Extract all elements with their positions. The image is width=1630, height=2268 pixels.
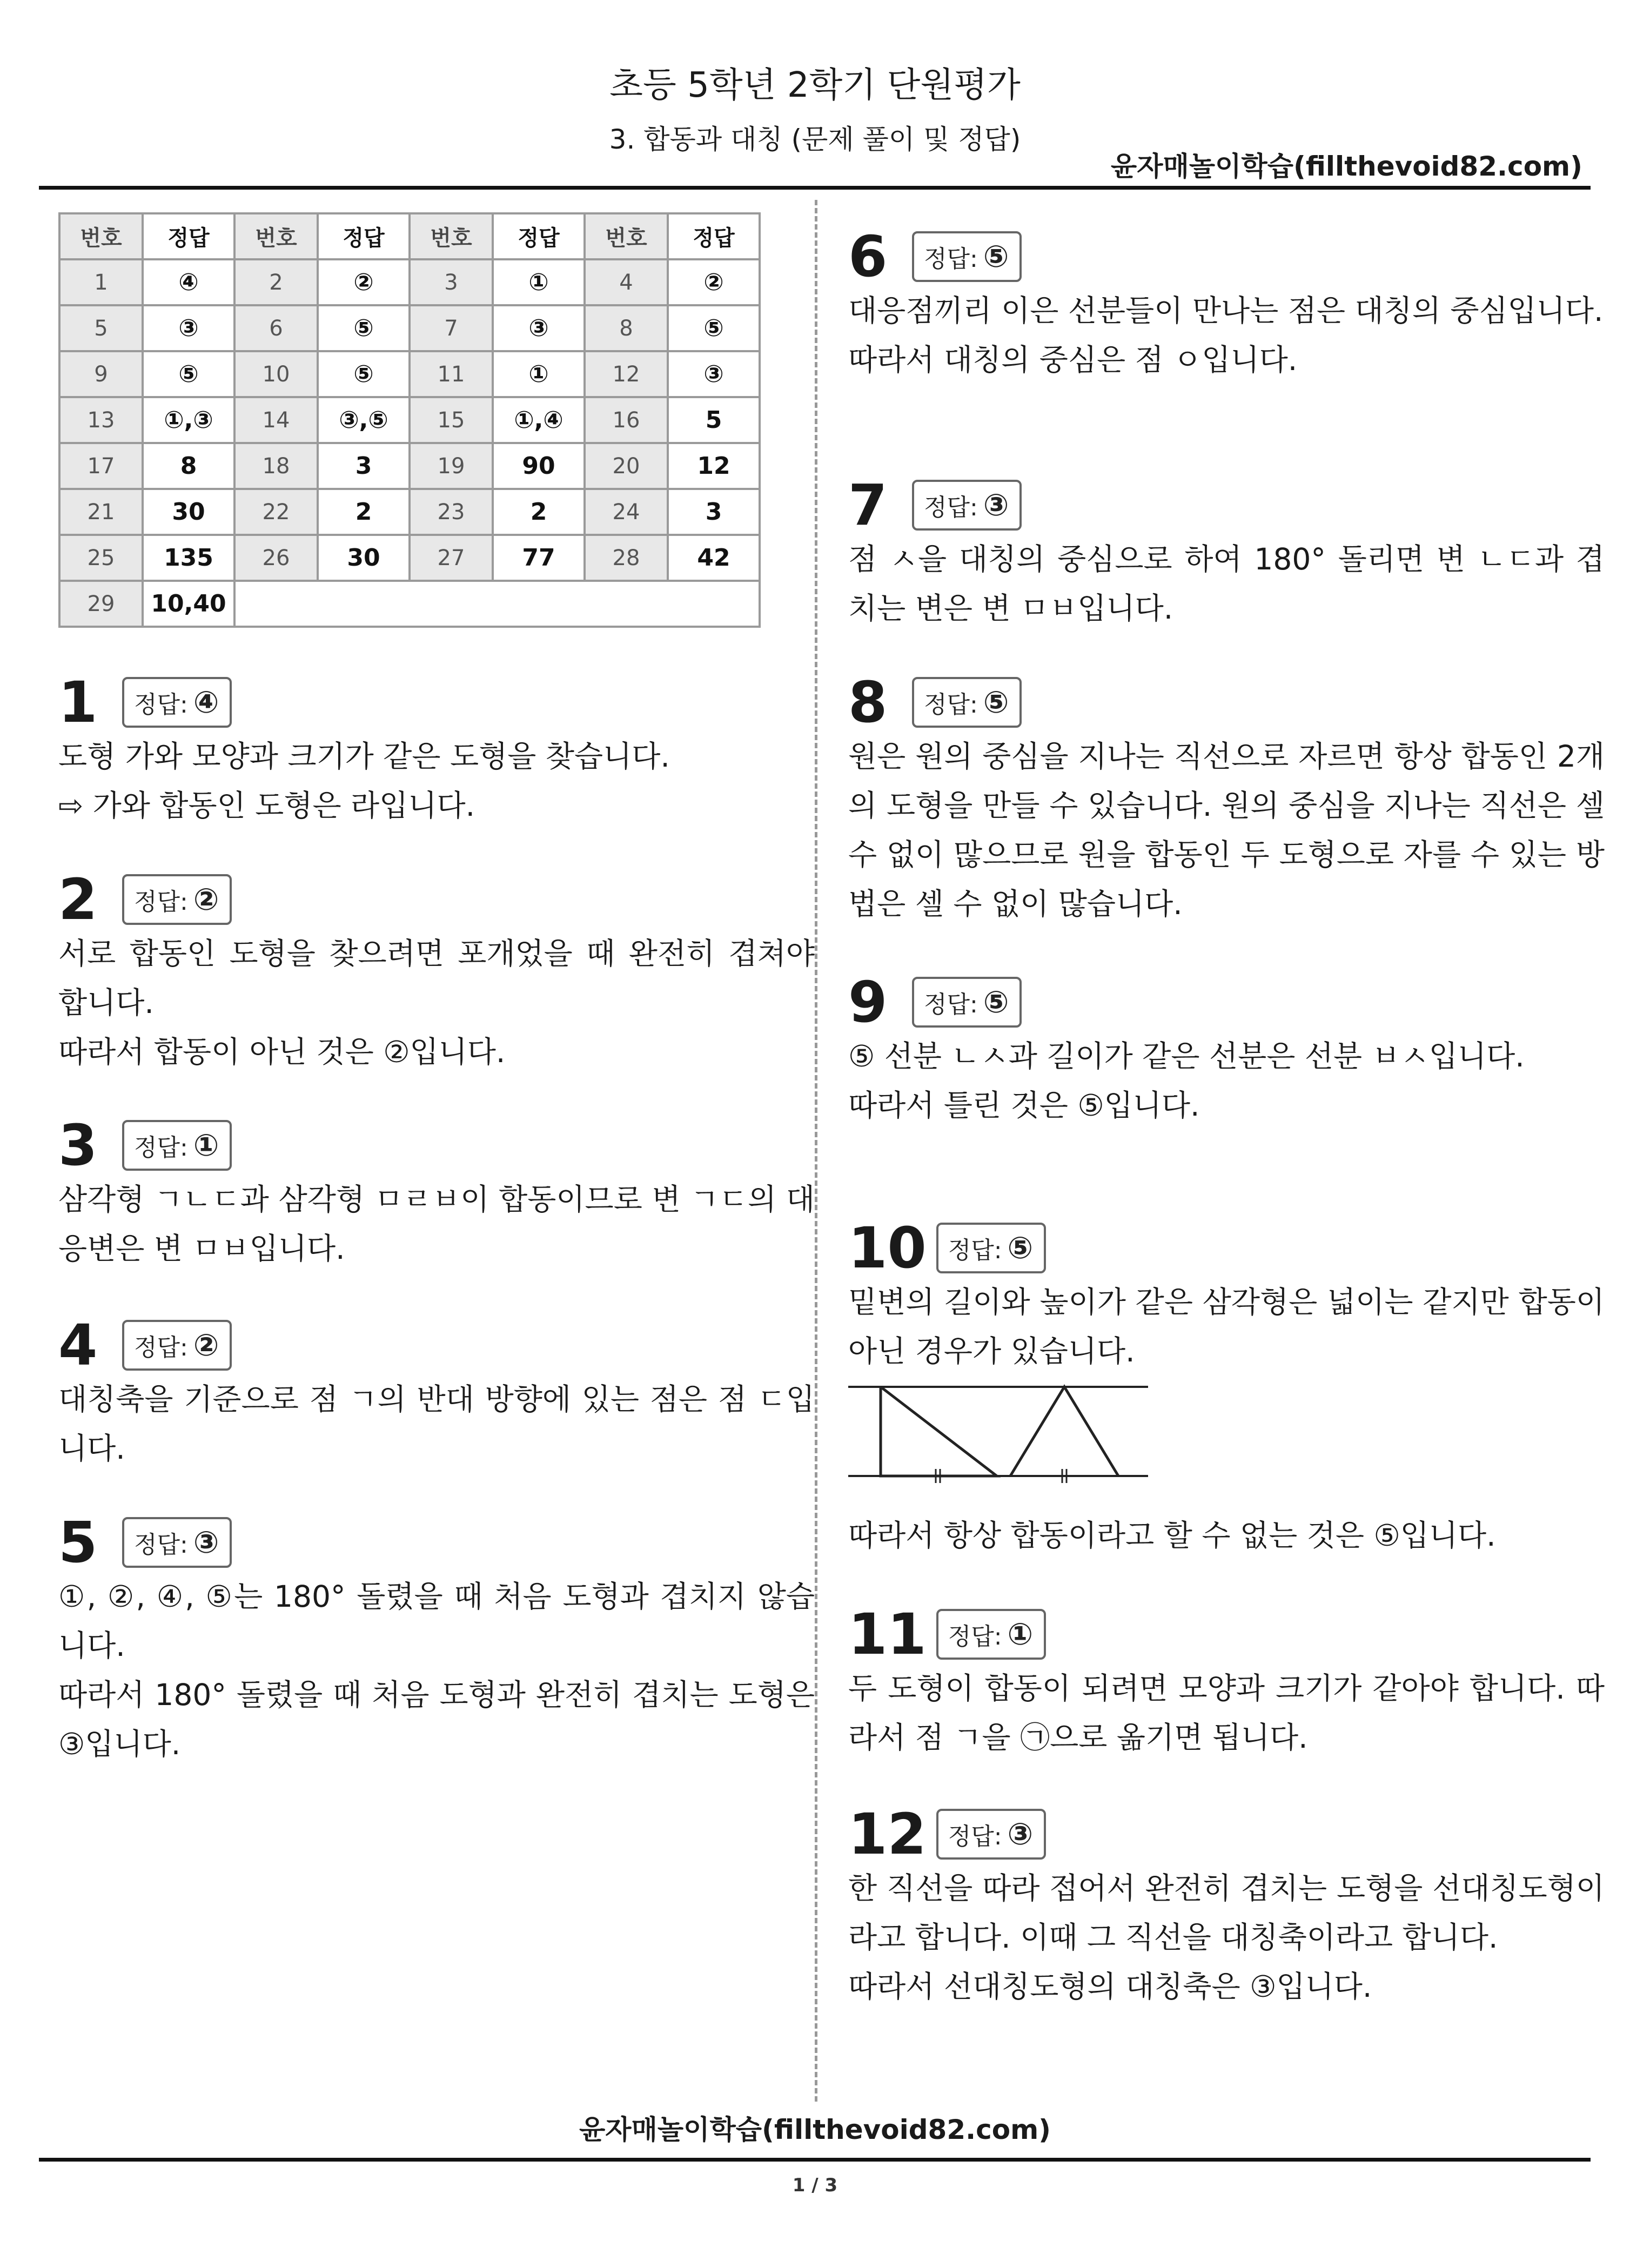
page-subtitle: 3. 합동과 대칭 (문제 풀이 및 정답) (609, 124, 1021, 155)
question-number: 6 (848, 224, 888, 290)
explanation-line: ①, ②, ④, ⑤는 180° 돌렸을 때 처음 도형과 겹치지 않습니다. (58, 1579, 815, 1663)
badge-answer: ④ (193, 685, 219, 720)
cell-num: 16 (585, 397, 668, 443)
badge-answer: ② (193, 882, 219, 917)
table-row (59, 351, 760, 397)
question-block (58, 1112, 815, 1273)
cell-ans: 8 (143, 443, 234, 489)
answer-badge (912, 231, 1022, 282)
table-row (59, 489, 760, 535)
header-cell-ans: 정답 (143, 213, 234, 259)
badge-label: 정답: (948, 1237, 1002, 1264)
explanation-line: 한 직선을 따라 접어서 완전히 겹치는 도형을 선대칭도형이라고 합니다. 이때 그 직선을 대칭축이라고 합니다. (848, 1871, 1605, 1955)
cell-ans: ④ (143, 259, 234, 305)
cell-ans: ⑤ (318, 351, 410, 397)
cell-num: 8 (585, 305, 668, 351)
cell-num: 19 (410, 443, 493, 489)
cell-ans: 12 (668, 443, 760, 489)
cell-num: 6 (234, 305, 318, 351)
question-block (848, 224, 1605, 385)
badge-label: 정답: (924, 991, 978, 1018)
cell-num: 10 (234, 351, 318, 397)
cell-ans: 2 (318, 489, 410, 535)
question-number: 7 (848, 472, 888, 538)
question-block (58, 1312, 815, 1473)
explanation-line: 따라서 합동이 아닌 것은 ②입니다. (58, 1035, 506, 1069)
explanation-line: 따라서 180° 돌렸을 때 처음 도형과 완전히 겹치는 도형은 ③입니다. (58, 1677, 815, 1761)
explanation-line: 따라서 항상 합동이라고 할 수 없는 것은 ⑤입니다. (848, 1518, 1496, 1553)
explanation-line: 서로 합동인 도형을 찾으려면 포개었을 때 완전히 겹쳐야 합니다. (58, 936, 815, 1020)
question-block (58, 669, 815, 830)
cell-ans: ① (493, 259, 585, 305)
cell-ans: 42 (668, 535, 760, 581)
cell-num: 13 (59, 397, 143, 443)
answer-badge (936, 1609, 1046, 1660)
explanation-line: 대응점끼리 이은 선분들이 만나는 점은 대칭의 중심입니다. (848, 293, 1604, 328)
cell-num: 27 (410, 535, 493, 581)
cell-num: 7 (410, 305, 493, 351)
badge-answer: ③ (1007, 1816, 1033, 1852)
cell-num: 2 (234, 259, 318, 305)
table-row (59, 443, 760, 489)
explanation-line: 도형 가와 모양과 크기가 같은 도형을 찾습니다. (58, 739, 670, 774)
question-number: 1 (58, 669, 98, 735)
header-rule (39, 186, 1591, 190)
badge-label: 정답: (134, 888, 188, 916)
badge-answer: ⑤ (983, 984, 1009, 1020)
cell-ans: ① (493, 351, 585, 397)
header-cell-num: 번호 (234, 213, 318, 259)
cell-num: 15 (410, 397, 493, 443)
right-triangle-shape (881, 1387, 997, 1476)
badge-label: 정답: (924, 245, 978, 273)
triangle-diagram (848, 1381, 1151, 1489)
cell-ans: 30 (318, 535, 410, 581)
question-number: 12 (848, 1801, 927, 1867)
answer-badge (122, 677, 232, 728)
badge-label: 정답: (948, 1623, 1002, 1650)
explanation-line: 점 ㅅ을 대칭의 중심으로 하여 180° 돌리면 변 ㄴㄷ과 겹치는 변은 변 ㅁㅂ입니다. (848, 542, 1605, 626)
cell-num: 4 (585, 259, 668, 305)
cell-ans: ③ (668, 351, 760, 397)
page-title: 초등 5학년 2학기 단원평가 (609, 65, 1021, 105)
empty-cell (234, 581, 760, 627)
answer-badge (936, 1223, 1046, 1273)
cell-ans: 3 (668, 489, 760, 535)
cell-ans: ③,⑤ (318, 397, 410, 443)
cell-num: 1 (59, 259, 143, 305)
badge-answer: ② (193, 1327, 219, 1363)
cell-ans: 77 (493, 535, 585, 581)
cell-ans: ①,④ (493, 397, 585, 443)
cell-num: 20 (585, 443, 668, 489)
question-block (848, 1801, 1605, 2011)
badge-label: 정답: (134, 1334, 188, 1361)
cell-num: 29 (59, 581, 143, 627)
badge-label: 정답: (134, 1531, 188, 1559)
column-divider (815, 200, 817, 2102)
cell-ans: ⑤ (143, 351, 234, 397)
question-number: 5 (58, 1509, 98, 1575)
header-cell-ans: 정답 (668, 213, 760, 259)
question-number: 9 (848, 969, 888, 1035)
cell-ans: ⑤ (318, 305, 410, 351)
cell-num: 23 (410, 489, 493, 535)
cell-num: 9 (59, 351, 143, 397)
cell-ans: 2 (493, 489, 585, 535)
cell-ans: ② (668, 259, 760, 305)
cell-ans: ③ (493, 305, 585, 351)
footer-brand: 윤자매놀이학습(fillthevoid82.com) (579, 2114, 1051, 2145)
badge-label: 정답: (948, 1823, 1002, 1850)
header-cell-ans: 정답 (493, 213, 585, 259)
question-number: 4 (58, 1312, 98, 1378)
answer-badge (936, 1809, 1046, 1860)
cell-ans: 90 (493, 443, 585, 489)
table-row (59, 581, 760, 627)
cell-num: 26 (234, 535, 318, 581)
cell-ans: ② (318, 259, 410, 305)
question-block (848, 1215, 1605, 1560)
cell-num: 21 (59, 489, 143, 535)
badge-label: 정답: (134, 1134, 188, 1162)
answer-badge (912, 480, 1022, 531)
question-number: 8 (848, 669, 888, 735)
explanation-line: 삼각형 ㄱㄴㄷ과 삼각형 ㅁㄹㅂ이 합동이므로 변 ㄱㄷ의 대응변은 변 ㅁㅂ입니다. (58, 1182, 815, 1266)
cell-ans: 10,40 (143, 581, 234, 627)
answer-badge (912, 677, 1022, 728)
header-cell-num: 번호 (410, 213, 493, 259)
question-block (848, 472, 1605, 633)
cell-ans: 5 (668, 397, 760, 443)
table-row (59, 397, 760, 443)
cell-num: 17 (59, 443, 143, 489)
cell-ans: ③ (143, 305, 234, 351)
header-cell-num: 번호 (585, 213, 668, 259)
question-number: 3 (58, 1112, 98, 1178)
question-number: 10 (848, 1215, 927, 1281)
answer-table (58, 212, 761, 628)
cell-ans: ⑤ (668, 305, 760, 351)
cell-num: 18 (234, 443, 318, 489)
badge-answer: ③ (193, 1525, 219, 1560)
table-row (59, 259, 760, 305)
isosceles-triangle-shape (1010, 1387, 1118, 1476)
question-number: 11 (848, 1601, 927, 1667)
badge-answer: ① (1007, 1616, 1033, 1652)
question-block (848, 1601, 1605, 1762)
answer-badge (122, 1320, 232, 1371)
cell-num: 28 (585, 535, 668, 581)
page-number: 1 / 3 (792, 2175, 838, 2196)
explanation-line: 대칭축을 기준으로 점 ㄱ의 반대 방향에 있는 점은 점 ㄷ입니다. (58, 1382, 815, 1466)
cell-num: 11 (410, 351, 493, 397)
explanation-line: 따라서 선대칭도형의 대칭축은 ③입니다. (848, 1969, 1372, 2004)
cell-num: 12 (585, 351, 668, 397)
answer-badge (122, 874, 232, 925)
badge-answer: ③ (983, 487, 1009, 523)
question-block (58, 867, 815, 1077)
header-cell-num: 번호 (59, 213, 143, 259)
explanation-line: 따라서 틀린 것은 ⑤입니다. (848, 1088, 1200, 1123)
question-block (58, 1509, 815, 1769)
badge-label: 정답: (134, 691, 188, 719)
badge-answer: ⑤ (983, 239, 1009, 274)
question-block (848, 669, 1605, 929)
question-number: 2 (58, 867, 98, 932)
cell-num: 3 (410, 259, 493, 305)
answer-badge (122, 1120, 232, 1171)
table-row (59, 305, 760, 351)
cell-ans: ①,③ (143, 397, 234, 443)
badge-answer: ① (193, 1128, 219, 1163)
brand-label: 윤자매놀이학습(fillthevoid82.com) (1110, 151, 1582, 182)
explanation-line: 두 도형이 합동이 되려면 모양과 크기가 같아야 합니다. 따라서 점 ㄱ을 ㉠으로 옮기면 됩니다. (848, 1671, 1605, 1755)
badge-answer: ⑤ (1007, 1230, 1033, 1266)
badge-answer: ⑤ (983, 685, 1009, 720)
cell-ans: 30 (143, 489, 234, 535)
explanation-line: ⇨ 가와 합동인 도형은 라입니다. (58, 788, 475, 823)
answer-badge (122, 1517, 232, 1568)
cell-num: 5 (59, 305, 143, 351)
header-cell-ans: 정답 (318, 213, 410, 259)
explanation-line: ⑤ 선분 ㄴㅅ과 길이가 같은 선분은 선분 ㅂㅅ입니다. (848, 1039, 1525, 1073)
explanation-line: 따라서 대칭의 중심은 점 ㅇ입니다. (848, 343, 1298, 377)
badge-label: 정답: (924, 691, 978, 719)
table-header-row (59, 213, 760, 259)
explanation-line: 밑변의 길이와 높이가 같은 삼각형은 넓이는 같지만 합동이 아닌 경우가 있습니다. (848, 1285, 1605, 1368)
cell-num: 22 (234, 489, 318, 535)
footer-rule (39, 2158, 1591, 2162)
table-row (59, 535, 760, 581)
cell-ans: 135 (143, 535, 234, 581)
cell-num: 24 (585, 489, 668, 535)
cell-ans: 3 (318, 443, 410, 489)
cell-num: 25 (59, 535, 143, 581)
badge-label: 정답: (924, 494, 978, 521)
explanation-line: 원은 원의 중심을 지나는 직선으로 자르면 항상 합동인 2개의 도형을 만들 수 있습니다. 원의 중심을 지나는 직선은 셀 수 없이 많으므로 원을 합동인 두 도형으로 자를 수 있는 방법은 셀 수 없이 많습니다. (848, 739, 1605, 921)
answer-badge (912, 977, 1022, 1028)
question-block (848, 969, 1605, 1130)
cell-num: 14 (234, 397, 318, 443)
